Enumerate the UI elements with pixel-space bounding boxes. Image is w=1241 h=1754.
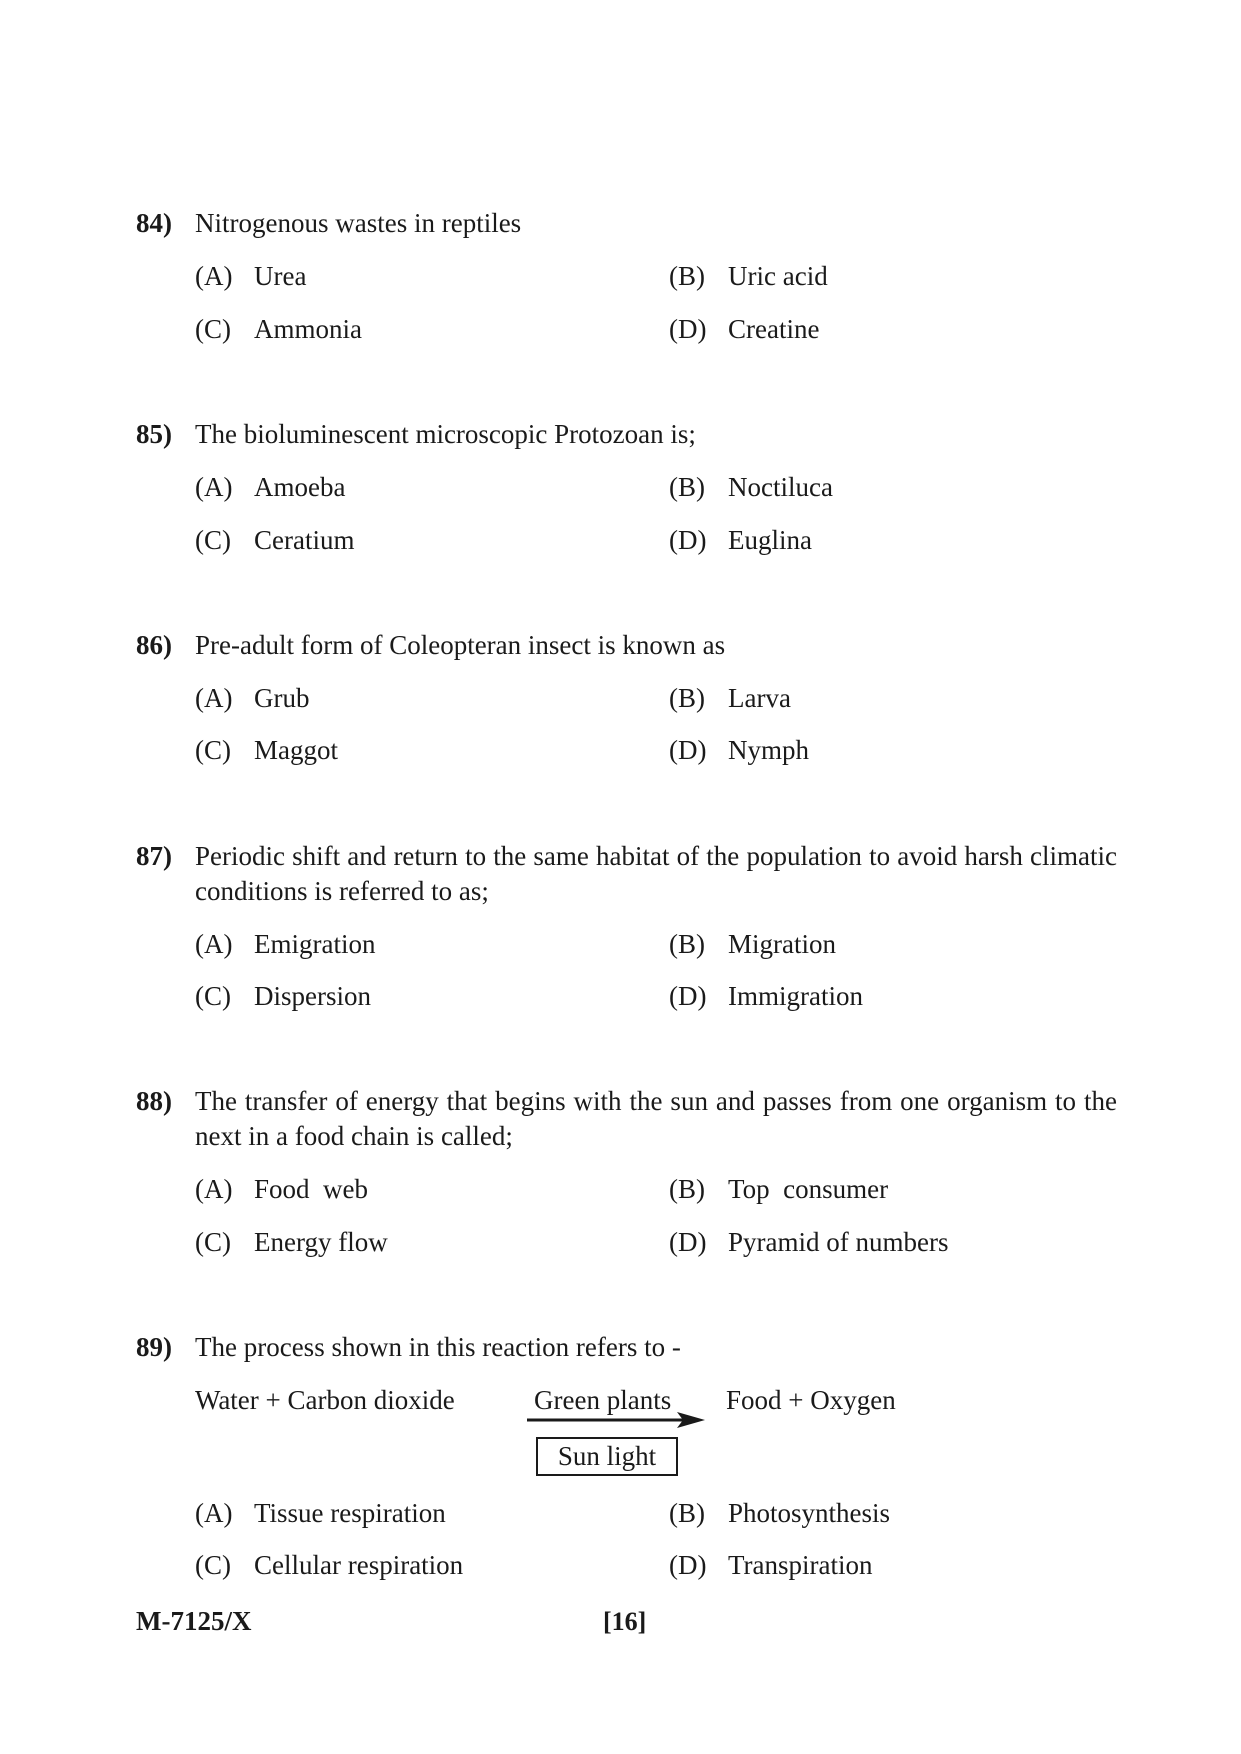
option-d — [669, 312, 819, 347]
option-letter: (C) — [195, 1227, 231, 1257]
reaction-condition-box — [536, 1437, 678, 1476]
option-letter: (C) — [195, 981, 231, 1011]
paper-code: M-7125/X — [136, 1606, 252, 1636]
option-text: Dispersion — [254, 981, 371, 1011]
option-a — [195, 1496, 446, 1531]
option-c — [195, 1225, 388, 1260]
option-text: Ammonia — [254, 314, 362, 344]
option-text: Urea — [254, 261, 307, 291]
option-letter: (A) — [195, 261, 233, 291]
option-b — [669, 259, 828, 294]
option-letter: (B) — [669, 1174, 705, 1204]
option-c — [195, 1548, 463, 1583]
option-d — [669, 523, 812, 558]
option-text: Top consumer — [728, 1174, 889, 1204]
option-c — [195, 733, 338, 768]
option-d — [669, 733, 809, 768]
question-number: 89) — [136, 1332, 172, 1362]
option-letter: (A) — [195, 929, 233, 959]
option-text: Larva — [728, 683, 791, 713]
question-text: Periodic shift and return to the same habitat of the population to avoid harsh climatic conditions is referred to as; — [195, 841, 1117, 906]
option-text: Maggot — [254, 735, 338, 765]
option-letter: (B) — [669, 683, 705, 713]
option-letter: (B) — [669, 472, 705, 502]
option-b — [669, 927, 836, 962]
option-text: Energy flow — [254, 1227, 388, 1257]
option-letter: (D) — [669, 314, 707, 344]
option-a — [195, 1172, 368, 1207]
option-text: Noctiluca — [728, 472, 833, 502]
option-b — [669, 1496, 890, 1531]
question-stem — [136, 417, 1117, 452]
option-b — [669, 1172, 888, 1207]
option-text: Immigration — [728, 981, 863, 1011]
option-c — [195, 312, 362, 347]
option-d — [669, 1225, 948, 1260]
option-text: Creatine — [728, 314, 820, 344]
option-text: Transpiration — [728, 1550, 873, 1580]
option-letter: (C) — [195, 525, 231, 555]
option-d — [669, 1548, 873, 1583]
reaction-arrow-icon — [527, 1410, 707, 1430]
option-text: Pyramid of numbers — [728, 1227, 949, 1257]
option-letter: (C) — [195, 735, 231, 765]
option-letter: (A) — [195, 1174, 233, 1204]
option-letter: (C) — [195, 1550, 231, 1580]
reaction-above-arrow: Green plants — [534, 1385, 672, 1415]
option-text: Nymph — [728, 735, 809, 765]
question-text: Pre-adult form of Coleopteran insect is known as — [195, 630, 726, 660]
question-text: The process shown in this reaction refers to - — [195, 1332, 681, 1362]
option-d — [669, 979, 863, 1014]
reaction-below-arrow: Sun light — [557, 1441, 657, 1471]
reaction-reactants: Water + Carbon dioxide — [195, 1385, 455, 1415]
option-text: Photosynthesis — [728, 1498, 891, 1528]
option-text: Euglina — [728, 525, 812, 555]
question-number: 86) — [136, 630, 172, 660]
option-text: Cellular respiration — [254, 1550, 464, 1580]
option-text: Uric acid — [728, 261, 828, 291]
question-number: 85) — [136, 419, 172, 449]
option-b — [669, 681, 791, 716]
option-letter: (D) — [669, 735, 707, 765]
question-text: Nitrogenous wastes in reptiles — [195, 208, 522, 238]
option-letter: (A) — [195, 683, 233, 713]
option-text: Food web — [254, 1174, 368, 1204]
page-number: [16] — [603, 1607, 647, 1636]
option-a — [195, 470, 345, 505]
question-stem — [136, 1330, 1117, 1365]
option-letter: (D) — [669, 981, 707, 1011]
option-letter: (B) — [669, 929, 705, 959]
question-number: 88) — [136, 1086, 172, 1116]
option-letter: (A) — [195, 472, 233, 502]
option-text: Tissue respiration — [254, 1498, 446, 1528]
question-text: The bioluminescent microscopic Protozoan is; — [195, 419, 696, 449]
option-b — [669, 470, 833, 505]
option-a — [195, 927, 375, 962]
question-number: 87) — [136, 841, 172, 871]
option-text: Emigration — [254, 929, 376, 959]
option-c — [195, 523, 354, 558]
option-letter: (D) — [669, 1550, 707, 1580]
option-letter: (B) — [669, 1498, 705, 1528]
reaction-products: Food + Oxygen — [726, 1385, 896, 1415]
option-a — [195, 259, 306, 294]
question-stem — [136, 628, 1117, 663]
option-letter: (D) — [669, 525, 707, 555]
option-letter: (B) — [669, 261, 705, 291]
question-stem — [136, 839, 1117, 909]
question-stem — [136, 206, 1117, 241]
question-stem — [136, 1084, 1117, 1154]
option-letter: (C) — [195, 314, 231, 344]
option-text: Grub — [254, 683, 310, 713]
option-text: Amoeba — [254, 472, 346, 502]
option-a — [195, 681, 310, 716]
option-text: Migration — [728, 929, 836, 959]
option-letter: (D) — [669, 1227, 707, 1257]
question-number: 84) — [136, 208, 172, 238]
option-c — [195, 979, 371, 1014]
option-text: Ceratium — [254, 525, 355, 555]
option-letter: (A) — [195, 1498, 233, 1528]
question-text: The transfer of energy that begins with the sun and passes from one organism to the next in a food chain is called; — [195, 1086, 1117, 1151]
